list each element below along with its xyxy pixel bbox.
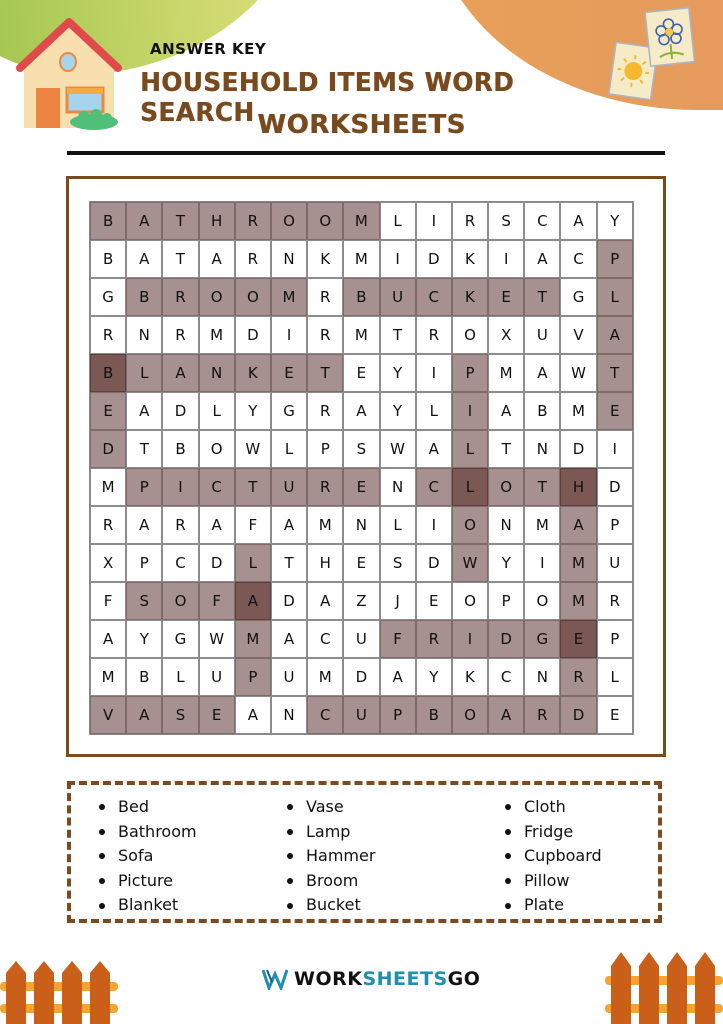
- bullet-icon: [99, 903, 105, 909]
- grid-cell: O: [452, 582, 488, 620]
- grid-cell: T: [162, 202, 198, 240]
- grid-cell: R: [560, 658, 596, 696]
- word-label: Bed: [118, 797, 149, 816]
- grid-cell: S: [343, 430, 379, 468]
- grid-cell: P: [126, 544, 162, 582]
- grid-cell: W: [380, 430, 416, 468]
- grid-cell: A: [126, 240, 162, 278]
- page-title-line1: HOUSEHOLD ITEMS WORD SEARCH: [140, 68, 515, 128]
- grid-cell: C: [199, 468, 235, 506]
- grid-cell: R: [307, 316, 343, 354]
- word-list-column-3: [505, 795, 602, 918]
- grid-cell: O: [162, 582, 198, 620]
- grid-cell: G: [524, 620, 560, 658]
- grid-cell: A: [126, 202, 162, 240]
- word-label: Cupboard: [524, 846, 602, 866]
- grid-cell: B: [343, 278, 379, 316]
- grid-cell: P: [597, 620, 633, 658]
- bullet-icon: [505, 804, 511, 810]
- grid-cell: F: [235, 506, 271, 544]
- grid-cell: O: [271, 202, 307, 240]
- grid-cell: H: [560, 468, 596, 506]
- grid-cell: L: [126, 354, 162, 392]
- grid-cell: D: [560, 430, 596, 468]
- fence-icon-left: [0, 957, 120, 1024]
- grid-cell: I: [524, 544, 560, 582]
- grid-cell: B: [162, 430, 198, 468]
- grid-cell: O: [488, 468, 524, 506]
- grid-cell: P: [597, 506, 633, 544]
- grid-cell: C: [524, 202, 560, 240]
- word-label: Hammer: [306, 846, 376, 866]
- grid-cell: R: [162, 506, 198, 544]
- grid-cell: M: [343, 240, 379, 278]
- grid-cell: C: [560, 240, 596, 278]
- grid-cell: M: [524, 506, 560, 544]
- grid-cell: A: [271, 506, 307, 544]
- grid-cell: A: [488, 392, 524, 430]
- word-list-item: [505, 869, 602, 894]
- grid-cell: C: [162, 544, 198, 582]
- grid-cell: A: [199, 506, 235, 544]
- grid-cell: P: [452, 354, 488, 392]
- grid-cell: N: [343, 506, 379, 544]
- grid-cell: A: [235, 696, 271, 734]
- grid-cell: Y: [488, 544, 524, 582]
- grid-cell: P: [307, 430, 343, 468]
- page-title-line2: WORKSHEETS: [257, 110, 466, 140]
- grid-cell: O: [524, 582, 560, 620]
- grid-cell: L: [380, 202, 416, 240]
- grid-cell: C: [307, 696, 343, 734]
- grid-cell: R: [307, 392, 343, 430]
- grid-cell: W: [452, 544, 488, 582]
- grid-cell: A: [560, 202, 596, 240]
- grid-cell: T: [380, 316, 416, 354]
- grid-cell: L: [271, 430, 307, 468]
- grid-cell: R: [307, 468, 343, 506]
- grid-cell: T: [524, 468, 560, 506]
- grid-cell: P: [488, 582, 524, 620]
- grid-cell: G: [271, 392, 307, 430]
- grid-cell: A: [90, 620, 126, 658]
- word-label: Lamp: [306, 821, 351, 841]
- grid-cell: D: [162, 392, 198, 430]
- grid-cell: B: [416, 696, 452, 734]
- grid-cell: O: [452, 696, 488, 734]
- bullet-icon: [505, 853, 511, 859]
- grid-cell: O: [452, 506, 488, 544]
- grid-cell: M: [90, 658, 126, 696]
- grid-cell: B: [524, 392, 560, 430]
- bullet-icon: [287, 829, 293, 835]
- grid-cell: I: [597, 430, 633, 468]
- grid-cell: M: [307, 658, 343, 696]
- grid-cell: S: [162, 696, 198, 734]
- grid-cell: R: [235, 240, 271, 278]
- word-label: Cloth: [524, 797, 566, 816]
- grid-cell: W: [235, 430, 271, 468]
- grid-cell: R: [416, 316, 452, 354]
- grid-cell: I: [380, 240, 416, 278]
- word-list-item: [505, 795, 602, 820]
- grid-cell: F: [90, 582, 126, 620]
- word-list-item: [287, 844, 375, 869]
- word-list-item: [287, 893, 375, 918]
- word-label: Fridge: [524, 821, 574, 841]
- grid-cell: D: [343, 658, 379, 696]
- grid-cell: G: [162, 620, 198, 658]
- grid-cell: I: [488, 240, 524, 278]
- grid-cell: X: [90, 544, 126, 582]
- bullet-icon: [505, 878, 511, 884]
- grid-cell: T: [524, 278, 560, 316]
- grid-cell: M: [560, 544, 596, 582]
- grid-cell: S: [380, 544, 416, 582]
- grid-cell: E: [343, 354, 379, 392]
- word-list-box: [67, 781, 662, 923]
- grid-cell: D: [488, 620, 524, 658]
- grid-cell: B: [126, 658, 162, 696]
- grid-cell: A: [126, 506, 162, 544]
- grid-cell: N: [271, 696, 307, 734]
- grid-cell: E: [560, 620, 596, 658]
- grid-cell: D: [416, 544, 452, 582]
- grid-cell: U: [524, 316, 560, 354]
- word-list-item: [287, 820, 375, 845]
- grid-cell: W: [199, 620, 235, 658]
- word-label: Plate: [524, 895, 565, 915]
- grid-cell: R: [90, 316, 126, 354]
- grid-cell: A: [162, 354, 198, 392]
- grid-cell: I: [452, 392, 488, 430]
- grid-cell: Y: [380, 392, 416, 430]
- grid-cell: I: [452, 620, 488, 658]
- word-label: Bucket: [306, 895, 361, 915]
- word-label: Broom: [306, 870, 359, 890]
- grid-cell: S: [126, 582, 162, 620]
- grid-cell: B: [90, 354, 126, 392]
- grid-cell: D: [560, 696, 596, 734]
- grid-cell: U: [271, 658, 307, 696]
- grid-cell: A: [307, 582, 343, 620]
- grid-cell: N: [524, 658, 560, 696]
- grid-cell: E: [597, 392, 633, 430]
- word-list-item: [99, 795, 197, 820]
- grid-cell: B: [126, 278, 162, 316]
- grid-cell: L: [452, 430, 488, 468]
- grid-cell: N: [380, 468, 416, 506]
- grid-cell: U: [343, 696, 379, 734]
- grid-cell: S: [488, 202, 524, 240]
- grid-cell: Y: [380, 354, 416, 392]
- grid-cell: C: [416, 468, 452, 506]
- word-list-item: [99, 844, 197, 869]
- grid-cell: U: [343, 620, 379, 658]
- grid-cell: M: [307, 506, 343, 544]
- bullet-icon: [99, 804, 105, 810]
- word-list-item: [505, 893, 602, 918]
- grid-cell: L: [452, 468, 488, 506]
- grid-cell: T: [126, 430, 162, 468]
- grid-cell: U: [199, 658, 235, 696]
- grid-cell: C: [488, 658, 524, 696]
- grid-cell: M: [199, 316, 235, 354]
- grid-cell: N: [199, 354, 235, 392]
- word-list-item: [287, 795, 375, 820]
- grid-cell: L: [416, 392, 452, 430]
- grid-cell: T: [488, 430, 524, 468]
- grid-cell: T: [162, 240, 198, 278]
- grid-cell: G: [560, 278, 596, 316]
- grid-cell: K: [307, 240, 343, 278]
- grid-cell: M: [343, 316, 379, 354]
- grid-cell: D: [597, 468, 633, 506]
- grid-cell: Y: [126, 620, 162, 658]
- grid-cell: O: [307, 202, 343, 240]
- grid-cell: L: [597, 658, 633, 696]
- grid-cell: N: [271, 240, 307, 278]
- grid-cell: A: [524, 240, 560, 278]
- grid-cell: A: [597, 316, 633, 354]
- grid-cell: W: [560, 354, 596, 392]
- grid-cell: A: [488, 696, 524, 734]
- grid-cell: L: [199, 392, 235, 430]
- logo-text-sheets: SHEETS: [362, 968, 448, 990]
- grid-cell: D: [90, 430, 126, 468]
- grid-cell: K: [235, 354, 271, 392]
- answer-key-label: ANSWER KEY: [150, 40, 267, 58]
- bullet-icon: [505, 903, 511, 909]
- grid-cell: X: [488, 316, 524, 354]
- grid-cell: R: [307, 278, 343, 316]
- logo-text-go: GO: [447, 968, 481, 990]
- grid-cell: B: [90, 240, 126, 278]
- grid-cell: A: [343, 392, 379, 430]
- bullet-icon: [99, 853, 105, 859]
- grid-cell: T: [271, 544, 307, 582]
- grid-cell: M: [235, 620, 271, 658]
- grid-cell: I: [416, 202, 452, 240]
- fence-icon-right: [603, 950, 723, 1024]
- grid-cell: E: [597, 696, 633, 734]
- grid-cell: U: [271, 468, 307, 506]
- grid-cell: L: [235, 544, 271, 582]
- grid-cell: Y: [235, 392, 271, 430]
- grid-cell: A: [416, 430, 452, 468]
- grid-cell: Y: [416, 658, 452, 696]
- word-label: Pillow: [524, 870, 570, 890]
- grid-cell: I: [162, 468, 198, 506]
- grid-cell: M: [488, 354, 524, 392]
- word-list-item: [505, 844, 602, 869]
- grid-cell: D: [199, 544, 235, 582]
- grid-cell: Z: [343, 582, 379, 620]
- grid-cell: D: [271, 582, 307, 620]
- grid-cell: M: [560, 392, 596, 430]
- bullet-icon: [287, 853, 293, 859]
- grid-cell: R: [597, 582, 633, 620]
- grid-cell: R: [162, 316, 198, 354]
- bullet-icon: [505, 829, 511, 835]
- grid-cell: T: [307, 354, 343, 392]
- word-list-column-1: [99, 795, 197, 918]
- grid-cell: O: [199, 278, 235, 316]
- grid-cell: E: [488, 278, 524, 316]
- grid-cell: A: [271, 620, 307, 658]
- grid-cell: F: [199, 582, 235, 620]
- grid-cell: B: [90, 202, 126, 240]
- grid-cell: R: [235, 202, 271, 240]
- grid-cell: P: [597, 240, 633, 278]
- grid-cell: R: [524, 696, 560, 734]
- grid-cell: C: [416, 278, 452, 316]
- word-list-item: [505, 820, 602, 845]
- grid-cell: H: [199, 202, 235, 240]
- word-search-grid: [89, 201, 634, 735]
- grid-cell: N: [126, 316, 162, 354]
- grid-cell: T: [597, 354, 633, 392]
- word-list-item: [99, 869, 197, 894]
- word-label: Vase: [306, 797, 344, 816]
- grid-cell: A: [235, 582, 271, 620]
- bullet-icon: [99, 878, 105, 884]
- grid-cell: H: [307, 544, 343, 582]
- grid-cell: N: [524, 430, 560, 468]
- bullet-icon: [99, 829, 105, 835]
- grid-cell: I: [271, 316, 307, 354]
- word-label: Picture: [118, 870, 174, 890]
- drawings-icon: [600, 4, 700, 104]
- grid-cell: G: [90, 278, 126, 316]
- grid-cell: K: [452, 278, 488, 316]
- grid-cell: U: [597, 544, 633, 582]
- grid-cell: O: [452, 316, 488, 354]
- grid-cell: C: [307, 620, 343, 658]
- grid-cell: D: [416, 240, 452, 278]
- grid-cell: A: [524, 354, 560, 392]
- grid-cell: I: [416, 506, 452, 544]
- bullet-icon: [287, 878, 293, 884]
- grid-cell: E: [343, 468, 379, 506]
- grid-cell: L: [380, 506, 416, 544]
- grid-cell: K: [452, 240, 488, 278]
- grid-cell: E: [199, 696, 235, 734]
- grid-cell: O: [235, 278, 271, 316]
- grid-cell: E: [271, 354, 307, 392]
- grid-cell: M: [271, 278, 307, 316]
- grid-cell: M: [560, 582, 596, 620]
- grid-cell: V: [90, 696, 126, 734]
- word-label: Sofa: [118, 846, 154, 866]
- grid-cell: F: [380, 620, 416, 658]
- grid-cell: K: [452, 658, 488, 696]
- grid-cell: A: [199, 240, 235, 278]
- word-label: Blanket: [118, 895, 179, 915]
- grid-cell: V: [560, 316, 596, 354]
- grid-cell: P: [126, 468, 162, 506]
- grid-cell: N: [488, 506, 524, 544]
- grid-cell: R: [162, 278, 198, 316]
- grid-cell: Y: [597, 202, 633, 240]
- grid-cell: E: [416, 582, 452, 620]
- grid-cell: J: [380, 582, 416, 620]
- grid-cell: R: [416, 620, 452, 658]
- grid-cell: P: [235, 658, 271, 696]
- grid-cell: A: [560, 506, 596, 544]
- worksheetsgo-logo-icon: [262, 968, 288, 990]
- grid-cell: L: [597, 278, 633, 316]
- grid-cell: R: [90, 506, 126, 544]
- grid-cell: E: [90, 392, 126, 430]
- grid-cell: A: [380, 658, 416, 696]
- grid-cell: M: [343, 202, 379, 240]
- word-list-column-2: [287, 795, 375, 918]
- grid-cell: U: [380, 278, 416, 316]
- word-list-item: [287, 869, 375, 894]
- logo-text-work: WORK: [294, 968, 363, 990]
- word-list-item: [99, 820, 197, 845]
- word-label: Bathroom: [118, 821, 197, 841]
- title-divider: [67, 151, 665, 155]
- bullet-icon: [287, 804, 293, 810]
- grid-cell: O: [199, 430, 235, 468]
- grid-cell: A: [126, 392, 162, 430]
- word-list-item: [99, 893, 197, 918]
- grid-cell: A: [126, 696, 162, 734]
- grid-cell: R: [452, 202, 488, 240]
- grid-cell: M: [90, 468, 126, 506]
- grid-cell: I: [416, 354, 452, 392]
- grid-cell: E: [343, 544, 379, 582]
- grid-cell: L: [162, 658, 198, 696]
- worksheetsgo-logo[interactable]: [262, 968, 480, 990]
- bullet-icon: [287, 903, 293, 909]
- grid-cell: D: [235, 316, 271, 354]
- grid-cell: P: [380, 696, 416, 734]
- grid-cell: T: [235, 468, 271, 506]
